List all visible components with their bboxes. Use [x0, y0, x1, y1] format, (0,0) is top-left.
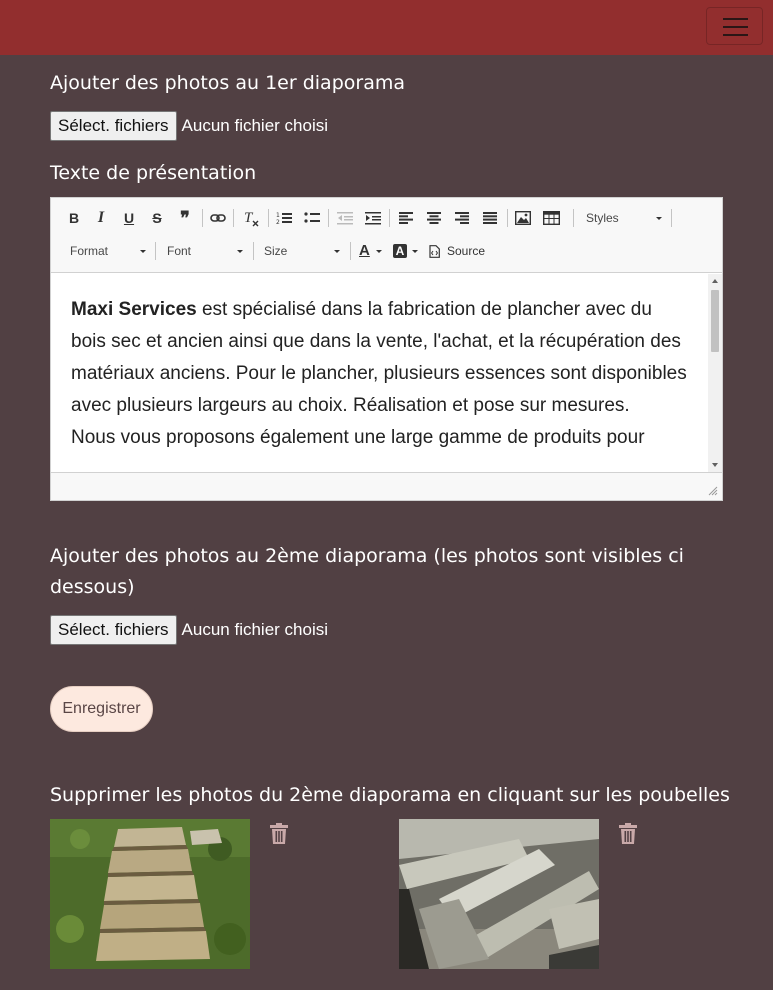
paragraph-text: est spécialisé dans la fabrication de plancher avec du bois sec et ancien ainsi que dans la vente, l'achat, et la récupération des matériaux anciens. Pour le plancher, plusieurs essences sont disponibles avec plusieurs largeurs au choix. Réalisation et pose sur mesures.: [71, 299, 687, 416]
format-dropdown-label: Format: [70, 244, 109, 258]
align-center-icon[interactable]: [424, 207, 444, 229]
svg-text:1: 1: [276, 212, 280, 219]
toolbar-separator: [328, 209, 329, 227]
toolbar-separator: [671, 209, 672, 227]
italic-icon[interactable]: I: [97, 209, 105, 226]
svg-text:T: T: [244, 210, 253, 226]
text-color-button[interactable]: [359, 240, 383, 262]
menu-toggle-button[interactable]: [706, 7, 763, 45]
numbered-list-icon[interactable]: [274, 207, 294, 229]
underline-icon[interactable]: U: [123, 210, 135, 226]
remove-format-icon[interactable]: [241, 207, 261, 229]
bulleted-list-icon[interactable]: [302, 207, 322, 229]
slideshow1-file-button[interactable]: Sélect. fichiers: [50, 111, 177, 141]
source-label: Source: [447, 244, 486, 258]
background-color-icon: A: [393, 244, 407, 258]
editor-content[interactable]: [51, 274, 708, 472]
toolbar-separator: [268, 209, 269, 227]
font-dropdown-label: Font: [167, 244, 192, 258]
scroll-up-icon[interactable]: [712, 279, 718, 283]
font-dropdown[interactable]: [167, 240, 245, 262]
toolbar-separator: [573, 209, 574, 227]
chevron-down-icon: [412, 250, 418, 253]
chevron-down-icon: [140, 250, 146, 253]
align-right-icon[interactable]: [452, 207, 472, 229]
slideshow-photo: [399, 819, 599, 969]
scroll-thumb[interactable]: [711, 290, 719, 352]
toolbar-separator: [350, 242, 351, 260]
toolbar-separator: [253, 242, 254, 260]
delete-section-label: Supprimer les photos du 2ème diaporama en cliquant sur les poubelles: [50, 784, 730, 806]
save-button[interactable]: Enregistrer: [50, 686, 153, 732]
slideshow-photo: [50, 819, 250, 969]
justify-icon[interactable]: [480, 207, 500, 229]
bold-icon[interactable]: B: [68, 210, 80, 226]
editor-statusbar: [51, 472, 722, 500]
source-icon: [429, 245, 440, 258]
hamburger-icon-bar: [723, 34, 748, 36]
scroll-down-icon[interactable]: [712, 463, 718, 467]
trash-icon[interactable]: [618, 823, 638, 845]
slideshow1-file-status: Aucun fichier choisi: [181, 116, 329, 135]
editor-paragraph-2: Nous vous proposons également une large gamme de produits pour: [71, 427, 645, 448]
text-color-icon: A: [359, 242, 370, 259]
size-dropdown[interactable]: [264, 240, 342, 262]
slideshow2-file-button[interactable]: Sélect. fichiers: [50, 615, 177, 645]
chevron-down-icon: [237, 250, 243, 253]
slideshow1-file-input[interactable]: [50, 111, 328, 141]
slideshow-photo: [50, 984, 250, 990]
editor-toolbar: [51, 198, 722, 273]
rich-text-editor: [50, 197, 723, 501]
outdent-icon[interactable]: [335, 207, 355, 229]
chevron-down-icon: [656, 217, 662, 220]
chevron-down-icon: [334, 250, 340, 253]
svg-text:2: 2: [276, 219, 280, 225]
slideshow-photo: [399, 984, 599, 990]
slideshow1-label: Ajouter des photos au 1er diaporama: [50, 72, 405, 94]
toolbar-separator: [155, 242, 156, 260]
presentation-label: Texte de présentation: [50, 162, 257, 184]
indent-icon[interactable]: [363, 207, 383, 229]
toolbar-separator: [389, 209, 390, 227]
toolbar-separator: [507, 209, 508, 227]
editor-scrollbar[interactable]: [708, 274, 722, 472]
slideshow2-label: Ajouter des photos au 2ème diaporama (les photos sont visibles ci dessous): [50, 545, 684, 598]
chevron-down-icon: [376, 250, 382, 253]
editor-paragraph: [71, 294, 688, 422]
resize-handle-icon[interactable]: [708, 486, 718, 496]
slideshow2-file-input[interactable]: [50, 615, 328, 645]
size-dropdown-label: Size: [264, 244, 288, 258]
slideshow2-file-status: Aucun fichier choisi: [181, 620, 329, 639]
image-icon[interactable]: [513, 207, 533, 229]
blockquote-icon[interactable]: ❞: [180, 207, 190, 228]
top-navbar: [0, 0, 773, 55]
styles-dropdown-label: Styles: [586, 211, 619, 225]
strikethrough-icon[interactable]: S: [152, 210, 162, 226]
toolbar-separator: [202, 209, 203, 227]
company-name: Maxi Services: [71, 299, 197, 320]
source-button[interactable]: [429, 240, 491, 262]
link-icon[interactable]: [208, 207, 228, 229]
table-icon[interactable]: [541, 207, 561, 229]
background-color-button[interactable]: [393, 240, 419, 262]
toolbar-separator: [233, 209, 234, 227]
hamburger-icon: [723, 18, 748, 20]
styles-dropdown[interactable]: [586, 207, 666, 229]
align-left-icon[interactable]: [396, 207, 416, 229]
format-dropdown[interactable]: [70, 240, 148, 262]
trash-icon[interactable]: [269, 823, 289, 845]
hamburger-icon-bar: [723, 26, 748, 28]
